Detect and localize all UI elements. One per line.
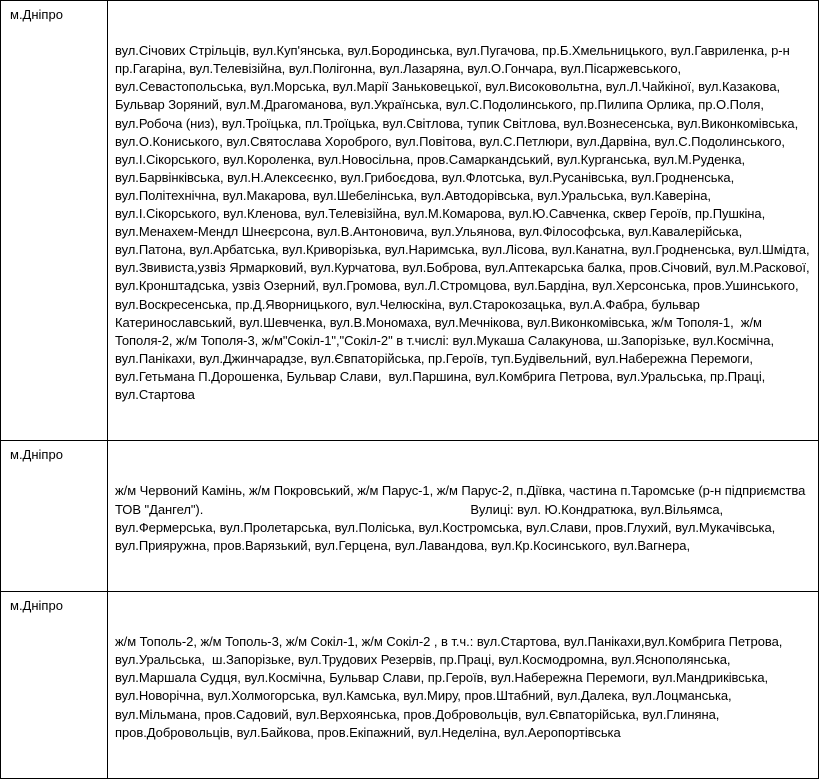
- table-row: [1, 441, 819, 592]
- streets-cell: [108, 441, 819, 592]
- city-cell: [1, 441, 108, 592]
- city-name: м.Дніпро: [10, 7, 63, 22]
- streets-list: вул.Січових Стрільців, вул.Куп'янська, вул.Бородинська, вул.Пугачова, пр.Б.Хмельницького, вул.Гавриленка, р-н пр.Гагаріна, вул.Телевізійна, вул.Полігонна, вул.Лазаряна, вул.О.Гончара, вул.Пісаржевського, вул.Севастопольська, вул.Морська, вул.Марії Заньковецької, вул.Високовольтна, вул.Л.Чайкіної, вул.Казакова, Бульвар Зоряний, вул.М.Драгоманова, вул.Українська, вул.С.Подолинського, пр.Пилипа Орлика, пр.О.Поля, вул.Робоча (низ), вул.Троїцька, пл.Троїцька, вул.Світлова, тупик Світлова, вул.Вознесенська, вул.Виконкомівська, вул.О.Кониського, вул.Святослава Хороброго, вул.Повітова, вул.С.Петлюри, вул.Дарвіна, вул.С.Подолинського, вул.І.Сікорського, вул.Короленка, вул.Новосільна, пров.Самаркандський, вул.Курганська, вул.М.Руденка, вул.Барвінківська, вул.Н.Алексеєнко, вул.Грибоєдова, вул.Флотська, вул.Русанівська, вул.Гродненська, вул.Політехнічна, вул.Макарова, вул.Шебелінська, вул.Автодорівська, вул.Уральська, вул.Каверіна, вул.І.Сікорського, вул.Кленова, вул.Телевізійна, вул.М.Комарова, вул.Ю.Савченка, сквер Героїв, пр.Пушкіна, вул.Менахем-Мендл Шнеєрсона, вул.В.Антоновича, вул.Ульянова, вул.Філософська, вул.Кавалерійська, вул.Патона, вул.Арбатська, вул.Криворізька, вул.Наримська, вул.Лісова, вул.Канатна, вул.Гродненська, вул.Шмідта, вул.Звивиста,узвіз Ярмарковий, вул.Курчатова, вул.Боброва, вул.Аптекарська балка, пров.Січовий, вул.М.Раскової, вул.Кронштадська, узвіз Озерний, вул.Громова, вул.Л.Стромцова, вул.Бардіна, вул.Херсонська, пров.Ушинського, вул.Воскресенська, пр.Д.Яворницького, вул.Челюскіна, вул.Старокозацька, вул.А.Фабра, бульвар Катеринославський, вул.Шевченка, вул.В.Мономаха, вул.Мечнікова, вул.Виконкомівська, ж/м Тополя-1, ж/м Тополя-2, ж/м Тополя-3, ж/м"Сокіл-1","Сокіл-2" в т.числі: вул.Мукаша Салакунова, ш.Запорізьке, вул.Космічна, вул.Панікахи, вул.Джинчарадзе, вул.Євпаторійська, пр.Героїв, туп.Будівельний, вул.Набережна Перемоги, вул.Гетьмана П.Дорошенка, Бульвар Слави, вул.Паршина, вул.Комбрига Петрова, вул.Уральська, пр.Праці, вул.Стартова: [115, 43, 814, 402]
- streets-list: ж/м Червоний Камінь, ж/м Покровський, ж/м Парус-1, ж/м Парус-2, п.Діївка, частина п.Таромське (р-н підприємства ТОВ "Дангел"). Вулиці: вул. Ю.Кондратюка, вул.Вільямса, вул.Фермерська, вул.Пролетарська, вул.Поліська, вул.Костромська, вул.Слави, пров.Глухий, вул.Мукачівська, вул.Прияружна, пров.Варязький, вул.Герцена, вул.Лавандова, вул.Кр.Косинського, вул.Вагнера,: [115, 483, 809, 553]
- city-cell: [1, 1, 108, 441]
- city-cell: [1, 592, 108, 779]
- streets-list: ж/м Тополь-2, ж/м Тополь-3, ж/м Сокіл-1, ж/м Сокіл-2 , в т.ч.: вул.Стартова, вул.Панікахи,вул.Комбрига Петрова, вул.Уральська, ш.Запорізьке, вул.Трудових Резервів, пр.Праці, вул.Космодромна, вул.Яснополянська, вул.Маршала Судця, вул.Космічна, Бульвар Слави, пр.Героїв, вул.Набережна Перемоги, вул.Мандриківська, вул.Новорічна, вул.Холмогорська, вул.Камська, вул.Миру, пров.Штабний, вул.Далека, вул.Лоцманська, вул.Мільмана, пров.Садовий, вул.Верхоянська, пров.Добровольців, вул.Євпаторійська, вул.Глиняна, пров.Добровольців, вул.Байкова, пров.Екіпажний, вул.Неделіна, вул.Аеропортівська: [115, 634, 786, 740]
- streets-cell: [108, 592, 819, 779]
- table-row: [1, 1, 819, 441]
- city-name: м.Дніпро: [10, 447, 63, 463]
- city-name: м.Дніпро: [10, 598, 63, 613]
- streets-cell: [108, 1, 819, 441]
- table-row: [1, 592, 819, 779]
